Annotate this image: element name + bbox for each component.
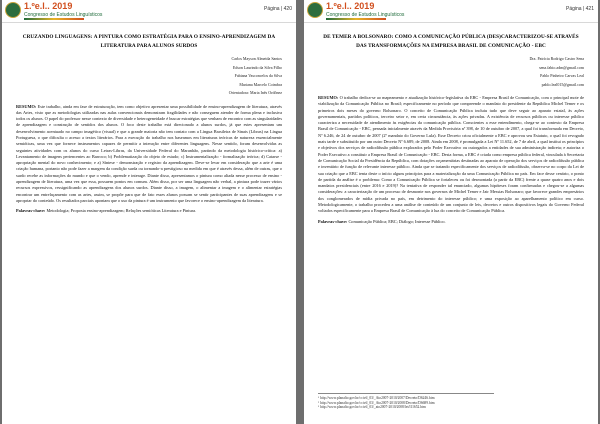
logo-text: 1.ºe.l.. 2019	[326, 1, 375, 11]
logo-stripe	[24, 18, 84, 20]
paper-title: DE TEMER A BOLSONARO: COMO A COMUNICAÇÃO PÚBLICA (DES)CARACTERIZOU-SE ATRAVÉS DAS TRANSFORMAÇÕES NA EMPRESA BRASIL DE COMUNICAÇÃO - EBC	[323, 34, 579, 49]
footnote-link[interactable]: ¹ http://www.planalto.gov.br/ccivil_03/_Ato2007-2010/2007/Decreto/D6246.htm	[318, 396, 435, 401]
abstract-label: RESUMO:	[318, 95, 339, 100]
header-banner	[2, 0, 296, 23]
keywords-label: Palavras-chave:	[318, 218, 348, 224]
footnote-link[interactable]: ³ http://www.planalto.gov.br/ccivil_03/_ato2007-2010/2008/lei/l11652.htm	[318, 405, 426, 410]
logo-caption: Congresso de Estudos Linguísticos	[24, 12, 103, 18]
footnotes	[318, 393, 494, 410]
author-email: pablo.leal015@gmail.com	[541, 81, 584, 87]
author-list	[2, 51, 296, 98]
abstract-paragraph	[304, 89, 598, 215]
author-list	[304, 51, 598, 89]
advisor-name: Orientadora: Maria Inês Ordônez	[228, 90, 282, 95]
congress-logo-icon	[307, 2, 323, 18]
logo-stripe	[326, 18, 386, 20]
abstract-text: Este trabalho, ainda em fase de estruturação, tem como objetivo apresentar uma possibilidade de ensino-aprendizagem de literatura, através das Artes, visto que as metodologias utilizadas nas aulas convencionais demonstram fragilidades e não conseguem atender de forma plena e inclusiva todos os alunos. O papel do professor nesse contexto de diversidade e heterogeneidade é buscar estratégias que venham de encontro com as singularidades de aprendizagem e construção de sentidos dos alunos. O foco deste trabalho está direcionado a alunos surdos, já que estes apresentam um desenvolvimento acentuado no campo imagético (visual) e que a grande maioria não tem contato com a Língua Brasileira de Sinais (Libras) na Língua Portuguesa, o que dificulta o acesso a textos literários. Para a execução do trabalho nos baseamos em literaturas teóricas de natureza essencialmente semióticas, uma vez que fornece instrumentos capazes de permitir a interação entre diferentes linguagens. Nesse sentido, foram desenvolvidas as seguintes atividades com os alunos do curso Letras-Libras, da Universidade Federal do Maranhão, partindo da metodologia histórico-crítica: a) Levantamento de imagens pertencentes ao Barroco; b) Problematização do objeto de estudo; c) Instrumentalização - formalização teórica; d) Catarse - apropriação mental do novo conhecimento; e a) Síntese - demonstração e registro da aprendizagem. Deve-se levar em consideração que a arte é uma criação humana, portanto não pode fazer a margem da condição surda ou tornando-a prestigioso na medida em que é através dessa, além de outras, que o surdo recebe as informações do mundo e que o vendo, aprende e interage. Diante disso, apresentamos o pintura como aliada nesse processo de ensino - aprendizagem de literatura, uma vez que essa, possuem pontos em comum. Além disso, por ser uma linguagem não verbal, a pintura pode trazer vários recursos expressivos, ressignificando as aprendizagens dos alunos surdos. Diante disso, a imagem, o alimentar a imagem e o alimentar estratégias encontrar um entrelaçamento com as artes, assim, se propõe para que de fato esses alunos possam se sentir participantes de suas aprendizagens e se apropriar do conteúdo. Os resultados parciais apontam que o uso da pintura é um instrumento que favorece o ensino-aprendizagem da literatura.	[16, 103, 282, 203]
page-number: Página | 420	[264, 6, 292, 12]
abstract-paragraph	[2, 98, 296, 205]
logo-caption: Congresso de Estudos Linguísticos	[326, 12, 405, 18]
keywords-paragraph	[304, 215, 598, 225]
keywords-paragraph	[2, 204, 296, 214]
author-name: Pablo Pinheiro Carvas Leal	[540, 73, 584, 78]
author-name: Fabiana Vasconcelos da Silva	[234, 73, 282, 78]
keywords-text: Metodologia; Proposta ensino-aprendizagem; Relações semióticas Literatura e Pintura.	[46, 208, 197, 214]
abstract-label: RESUMO:	[16, 103, 37, 109]
keywords-label: Palavras-chave:	[16, 208, 46, 214]
right-page	[304, 0, 598, 424]
keywords-text: Comunicação Pública; EBC; Diálogo; Interesse Público.	[348, 218, 446, 224]
paper-title: CRUZANDO LINGUAGENS: A PINTURA COMO ESTRATÉGIA PARA O ENSINO-APRENDIZAGEM DA LITERATURA PARA ALUNOS SURDOS	[22, 34, 276, 49]
abstract-text: O trabalho dedica-se ao mapeamento e atualização histórico-legislativa da EBC - Empresa Brasil de Comunicação, com o principal mote de viabilização da Comunicação Pública no Brasil; especificamente no período que compreende o mandato do presidente da República Michel Temer e os primeiros dois meses do governo Bolsonaro. O conceito de Comunicação Pública incluiu tudo que deve seguir ao aparato estatal, às ações governamentais, partidos políticos, terceiro setor e, em certa circunstância, às ações privadas. A existência de recursos públicos ou interesse público caracteriza a necessidade de atendimento às exigências da comunicação pública. Conscientes a esse entendimento, chega-se ao contexto da Empresa Brasil de Comunicação - EBC, pensada inicialmente através da Medida Provisória nº 398, de 10 de outubro de 2007, a qual foi transformada em Decreto, Nº 6.246, de 24 de outubro de 2007 (2º mandato do Governo Lula). Esse Decreto criou oficialmente a EBC e aprovou seu Estatuto, o qual foi revogado mais tarde e substituído por um outro Decreto Nº 6.689, de 2008. Ainda em 2008, é promulgada a Lei Nº 11.652, de 7 de abril, a qual institui os princípios e objetivos dos serviços de radiodifusão pública explorados pelo Poder Executivo ou outorgados a entidades de sua administração indireta; e autoriza o Poder Executivo a constituir a Empresa Brasil de Comunicação - EBC. Desta forma, a EBC é criada como empresa pública federal, vinculada à Secretaria de Comunicação Social da Presidência da República, com dotações orçamentárias destinadas ao aparato de operação dos serviços de radiodifusão pública e inventário de função de relevante interesse público. Ainda que se tratando especificamente dos serviços de radiodifusão, observa-se no corpo da Lei de sua criação que a EBC tenta deste o início alguns princípios para a materialização da uma Comunicação Pública no país. Em face desse cenário, o ponto de partida da análise é o problema: Como a Comunicação Pública se fortaleceu ou foi desmontada (a partir da EBC) frente a quase quatro anos e dois mandatos presidenciais (entre 2016 e 2019)? Na tentativa de responder tal enunciado, algumas hipóteses foram confirmadas e chegou-se a algumas considerações: a caracterização de um processo de desmonte nos governos de Michel Temer e Jair Messias Bolsonaro; que favorece grandes empresários dos conglomerados de mídia privada no país, em detrimento do interesse público; e uma exposição ao aparelhamento político em curso. Metodologicamente, o trabalho procedeu a uma análise de conteúdo de um conjunto de leis, decretos e outros dispositivos legais do Governo Federal voltados especificamente para a Empresa Brasil de Comunicação à luz do conceito de Comunicação Pública.	[318, 95, 584, 214]
left-page	[2, 0, 296, 424]
header-banner	[304, 0, 598, 23]
footnote-link[interactable]: ² http://www.planalto.gov.br/ccivil_03/_Ato2007-2010/2008/Decreto/D6689.htm	[318, 400, 435, 405]
logo-text: 1.ºe.l.. 2019	[24, 1, 73, 11]
author-name: Edson Laurindo da Silva Filho	[232, 64, 282, 70]
page-number: Página | 421	[566, 6, 594, 12]
author-email: sena.fabio.adm@gmail.com	[539, 64, 584, 70]
author-name: Mariana Marcelo Coimbra	[239, 81, 282, 87]
author-name: Carlos Mayson Almeida Santos	[231, 56, 282, 61]
congress-logo-icon	[5, 2, 21, 18]
author-name: Dra. Patrícia Rodrigo Castro Sena	[529, 56, 584, 61]
